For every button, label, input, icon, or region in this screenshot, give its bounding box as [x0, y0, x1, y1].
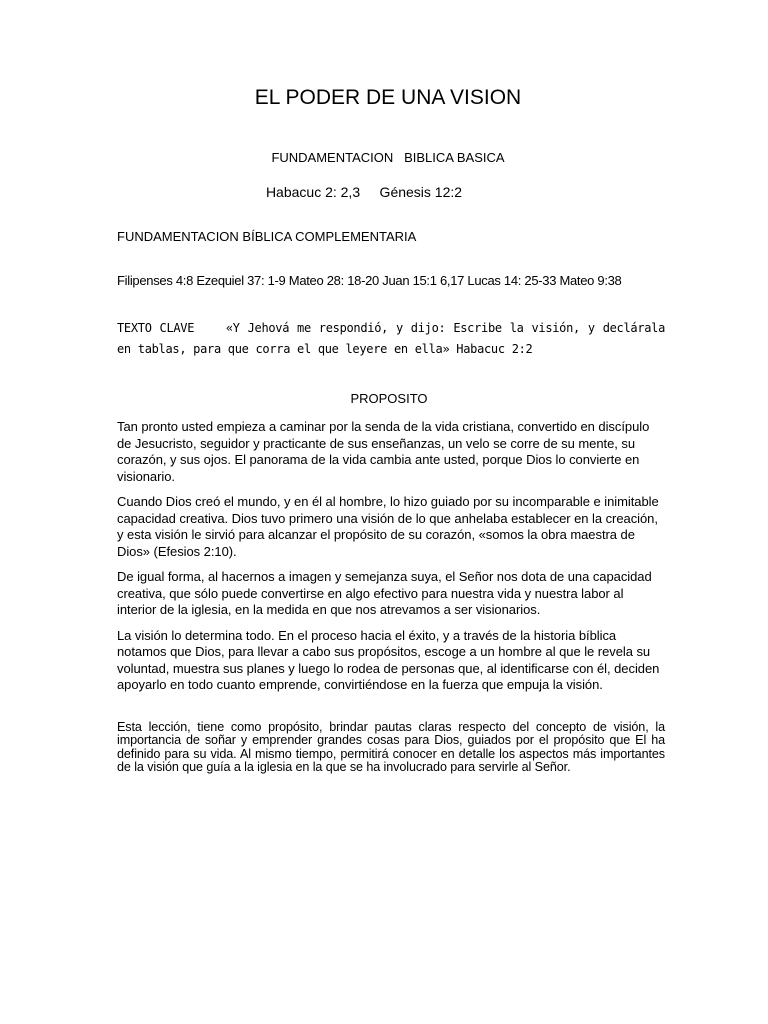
key-text-quote: «Y Jehová me respondió, y dijo: Escribe la visión, y declárala en tablas, para que corra el que leyere en ella» Habacuc 2:2 [117, 321, 666, 356]
complementary-foundation-heading: FUNDAMENTACION BÍBLICA COMPLEMENTARIA [117, 229, 417, 244]
document-title: EL PODER DE UNA VISION [254, 86, 522, 109]
purpose-paragraphs [117, 419, 665, 703]
complementary-references: Filipenses 4:8 Ezequiel 37: 1-9 Mateo 28: 18-20 Juan 15:1 6,17 Lucas 14: 25-33 Mateo 9:38 [117, 273, 622, 288]
purpose-heading: PROPOSITO [350, 391, 428, 406]
closing-paragraph: Esta lección, tiene como propósito, brindar pautas claras respecto del concepto de visión, la importancia de soñar y emprender grandes cosas para Dios, guiados por el propósito que El ha definido para su vida. Al mismo tiempo, permitirá conocer en detalle los aspectos más importantes de la visión que guía a la iglesia en la que se ha involucrado para servirle al Señor. [117, 720, 665, 774]
basic-references: Habacuc 2: 2,3 Génesis 12:2 [265, 184, 463, 200]
paragraph: La visión lo determina todo. En el proceso hacia el éxito, y a través de la historia bíblica notamos que Dios, para llevar a cabo sus propósitos, escoge a un hombre al que le revela su voluntad, muestra sus planes y luego lo rodea de personas que, al identificarse con él, deciden apoyarlo en todo cuanto emprende, convirtiéndose en la fuerza que empuja la visión. [117, 627, 660, 692]
key-text-label: TEXTO CLAVE [117, 321, 195, 335]
paragraph: De igual forma, al hacernos a imagen y semejanza suya, el Señor nos dota de una capacidad creativa, que sólo puede convertirse en algo efectivo para nuestra vida y nuestra labor al interior de la iglesia, en la medida en que nos atrevamos a ser visionarios. [117, 569, 652, 617]
paragraph: Tan pronto usted empieza a caminar por la senda de la vida cristiana, convertido en discípulo de Jesucristo, seguidor y practicante de sus enseñanzas, un velo se corre de su mente, su corazón, y sus ojos. El panorama de la vida cambia ante usted, porque Dios lo convierte en visionario. [117, 419, 650, 484]
key-text-block [117, 318, 665, 360]
basic-foundation-heading: FUNDAMENTACION BIBLICA BASICA [271, 150, 505, 165]
paragraph: Cuando Dios creó el mundo, y en él al hombre, lo hizo guiado por su incomparable e inimitable capacidad creativa. Dios tuvo primero una visión de lo que anhelaba establecer en la creación, y esta visión le sirvió para alcanzar el propósito de su corazón, «somos la obra maestra de Dios» (Efesios 2:10). [117, 494, 659, 559]
